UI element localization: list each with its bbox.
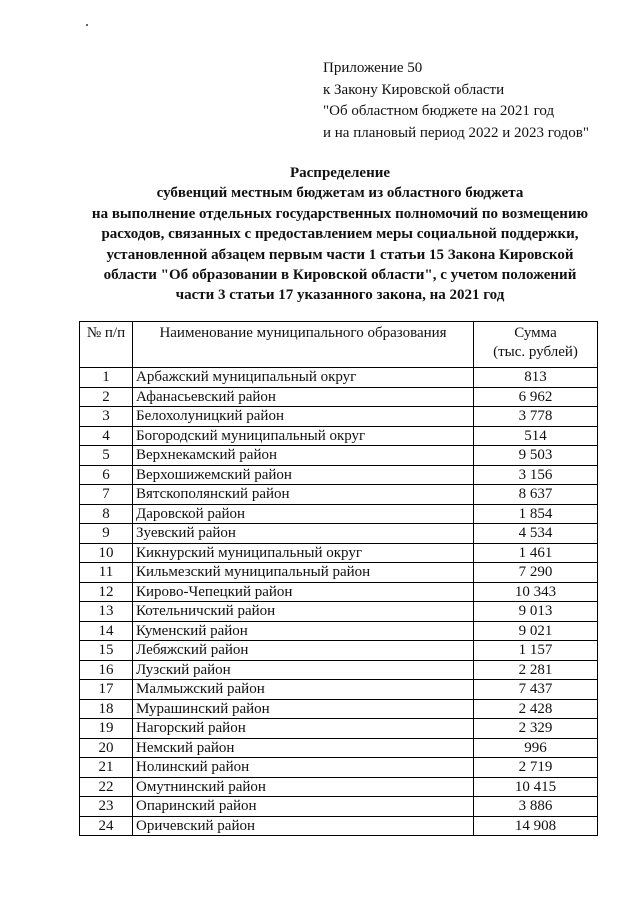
table-row bbox=[80, 719, 598, 739]
row-number: 21 bbox=[80, 758, 133, 778]
row-number: 10 bbox=[80, 543, 133, 563]
row-number: 22 bbox=[80, 777, 133, 797]
subsidy-amount: 2 281 bbox=[474, 660, 598, 680]
title-line: на выполнение отдельных государственных полномочий по возмещению bbox=[91, 205, 589, 222]
table-row bbox=[80, 368, 598, 388]
row-number: 7 bbox=[80, 485, 133, 505]
title-line: Распределение bbox=[289, 165, 391, 181]
subsidy-amount: 14 908 bbox=[474, 816, 598, 836]
subsidy-amount: 10 343 bbox=[474, 582, 598, 602]
table-row bbox=[80, 524, 598, 544]
subsidy-amount: 2 428 bbox=[474, 699, 598, 719]
title-line: области "Об образовании в Кировской области", с учетом положений bbox=[103, 267, 577, 284]
appendix-header bbox=[323, 58, 589, 144]
subsidy-amount: 6 962 bbox=[474, 387, 598, 407]
table-row bbox=[80, 660, 598, 680]
municipality-name: Омутнинский район bbox=[133, 777, 474, 797]
header-name: Наименование муниципального образования bbox=[133, 322, 474, 368]
row-number: 14 bbox=[80, 621, 133, 641]
table-row bbox=[80, 543, 598, 563]
row-number: 9 bbox=[80, 524, 133, 544]
row-number: 23 bbox=[80, 797, 133, 817]
row-number: 12 bbox=[80, 582, 133, 602]
table-row bbox=[80, 777, 598, 797]
table-row bbox=[80, 699, 598, 719]
row-number: 1 bbox=[80, 368, 133, 388]
subsidy-amount: 996 bbox=[474, 738, 598, 758]
municipality-name: Нагорский район bbox=[133, 719, 474, 739]
table-row bbox=[80, 465, 598, 485]
distribution-table bbox=[79, 321, 598, 836]
municipality-name: Малмыжский район bbox=[133, 680, 474, 700]
table-body bbox=[80, 368, 598, 836]
subsidy-amount: 813 bbox=[474, 368, 598, 388]
table-row bbox=[80, 504, 598, 524]
row-number: 11 bbox=[80, 563, 133, 583]
subsidy-amount: 7 437 bbox=[474, 680, 598, 700]
municipality-name: Лебяжский район bbox=[133, 641, 474, 661]
row-number: 8 bbox=[80, 504, 133, 524]
subsidy-amount: 8 637 bbox=[474, 485, 598, 505]
municipality-name: Нолинский район bbox=[133, 758, 474, 778]
table-row bbox=[80, 602, 598, 622]
subsidy-amount: 3 886 bbox=[474, 797, 598, 817]
subsidy-amount: 7 290 bbox=[474, 563, 598, 583]
table-row bbox=[80, 426, 598, 446]
subsidy-amount: 3 156 bbox=[474, 465, 598, 485]
subsidy-amount: 514 bbox=[474, 426, 598, 446]
subsidy-amount: 1 461 bbox=[474, 543, 598, 563]
row-number: 17 bbox=[80, 680, 133, 700]
row-number: 3 bbox=[80, 407, 133, 427]
table-row bbox=[80, 387, 598, 407]
table-row bbox=[80, 621, 598, 641]
municipality-name: Кикнурский муниципальный округ bbox=[133, 543, 474, 563]
table-row bbox=[80, 797, 598, 817]
header-sum-label: Сумма bbox=[514, 325, 557, 341]
row-number: 19 bbox=[80, 719, 133, 739]
table-row bbox=[80, 680, 598, 700]
municipality-name: Богородский муниципальный округ bbox=[133, 426, 474, 446]
municipality-name: Кирово-Чепецкий район bbox=[133, 582, 474, 602]
subsidy-amount: 2 719 bbox=[474, 758, 598, 778]
subsidy-amount: 9 013 bbox=[474, 602, 598, 622]
scan-speck bbox=[86, 24, 88, 26]
document-title bbox=[60, 163, 620, 306]
municipality-name: Вятскополянский район bbox=[133, 485, 474, 505]
header-sum-unit: (тыс. рублей) bbox=[493, 343, 578, 360]
row-number: 4 bbox=[80, 426, 133, 446]
appendix-line: к Закону Кировской области bbox=[323, 81, 505, 98]
appendix-line: Приложение 50 bbox=[323, 60, 423, 76]
table-row bbox=[80, 582, 598, 602]
row-number: 20 bbox=[80, 738, 133, 758]
subsidy-amount: 9 021 bbox=[474, 621, 598, 641]
table-row bbox=[80, 446, 598, 466]
header-sum bbox=[474, 322, 598, 368]
table-row bbox=[80, 563, 598, 583]
municipality-name: Зуевский район bbox=[133, 524, 474, 544]
table-row bbox=[80, 816, 598, 836]
title-line: части 3 статьи 17 указанного закона, на 2021 год bbox=[175, 287, 505, 304]
municipality-name: Немский район bbox=[133, 738, 474, 758]
municipality-name: Лузский район bbox=[133, 660, 474, 680]
municipality-name: Арбажский муниципальный округ bbox=[133, 368, 474, 388]
table-row bbox=[80, 758, 598, 778]
appendix-line: и на плановый период 2022 и 2023 годов" bbox=[323, 124, 589, 141]
subsidy-amount: 1 854 bbox=[474, 504, 598, 524]
subsidy-amount: 4 534 bbox=[474, 524, 598, 544]
row-number: 18 bbox=[80, 699, 133, 719]
table-row bbox=[80, 407, 598, 427]
table-row bbox=[80, 641, 598, 661]
municipality-name: Верхошижемский район bbox=[133, 465, 474, 485]
appendix-line: "Об областном бюджете на 2021 год bbox=[323, 103, 555, 119]
subsidy-amount: 1 157 bbox=[474, 641, 598, 661]
municipality-name: Белохолуницкий район bbox=[133, 407, 474, 427]
table-header-row bbox=[80, 322, 598, 368]
title-line: установленной абзацем первым части 1 статьи 15 Закона Кировской bbox=[106, 246, 574, 263]
table-row bbox=[80, 738, 598, 758]
subsidy-amount: 2 329 bbox=[474, 719, 598, 739]
header-num: № п/п bbox=[80, 322, 133, 368]
municipality-name: Опаринский район bbox=[133, 797, 474, 817]
table-row bbox=[80, 485, 598, 505]
municipality-name: Мурашинский район bbox=[133, 699, 474, 719]
municipality-name: Верхнекамский район bbox=[133, 446, 474, 466]
row-number: 24 bbox=[80, 816, 133, 836]
title-line: субвенций местным бюджетам из областного бюджета bbox=[156, 185, 524, 202]
subsidy-amount: 3 778 bbox=[474, 407, 598, 427]
municipality-name: Афанасьевский район bbox=[133, 387, 474, 407]
row-number: 13 bbox=[80, 602, 133, 622]
title-line: расходов, связанных с предоставлением меры социальной поддержки, bbox=[101, 226, 579, 243]
municipality-name: Кильмезский муниципальный район bbox=[133, 563, 474, 583]
municipality-name: Куменский район bbox=[133, 621, 474, 641]
subsidy-amount: 10 415 bbox=[474, 777, 598, 797]
row-number: 15 bbox=[80, 641, 133, 661]
row-number: 2 bbox=[80, 387, 133, 407]
municipality-name: Даровской район bbox=[133, 504, 474, 524]
row-number: 5 bbox=[80, 446, 133, 466]
municipality-name: Котельничский район bbox=[133, 602, 474, 622]
municipality-name: Оричевский район bbox=[133, 816, 474, 836]
subsidy-amount: 9 503 bbox=[474, 446, 598, 466]
row-number: 6 bbox=[80, 465, 133, 485]
row-number: 16 bbox=[80, 660, 133, 680]
